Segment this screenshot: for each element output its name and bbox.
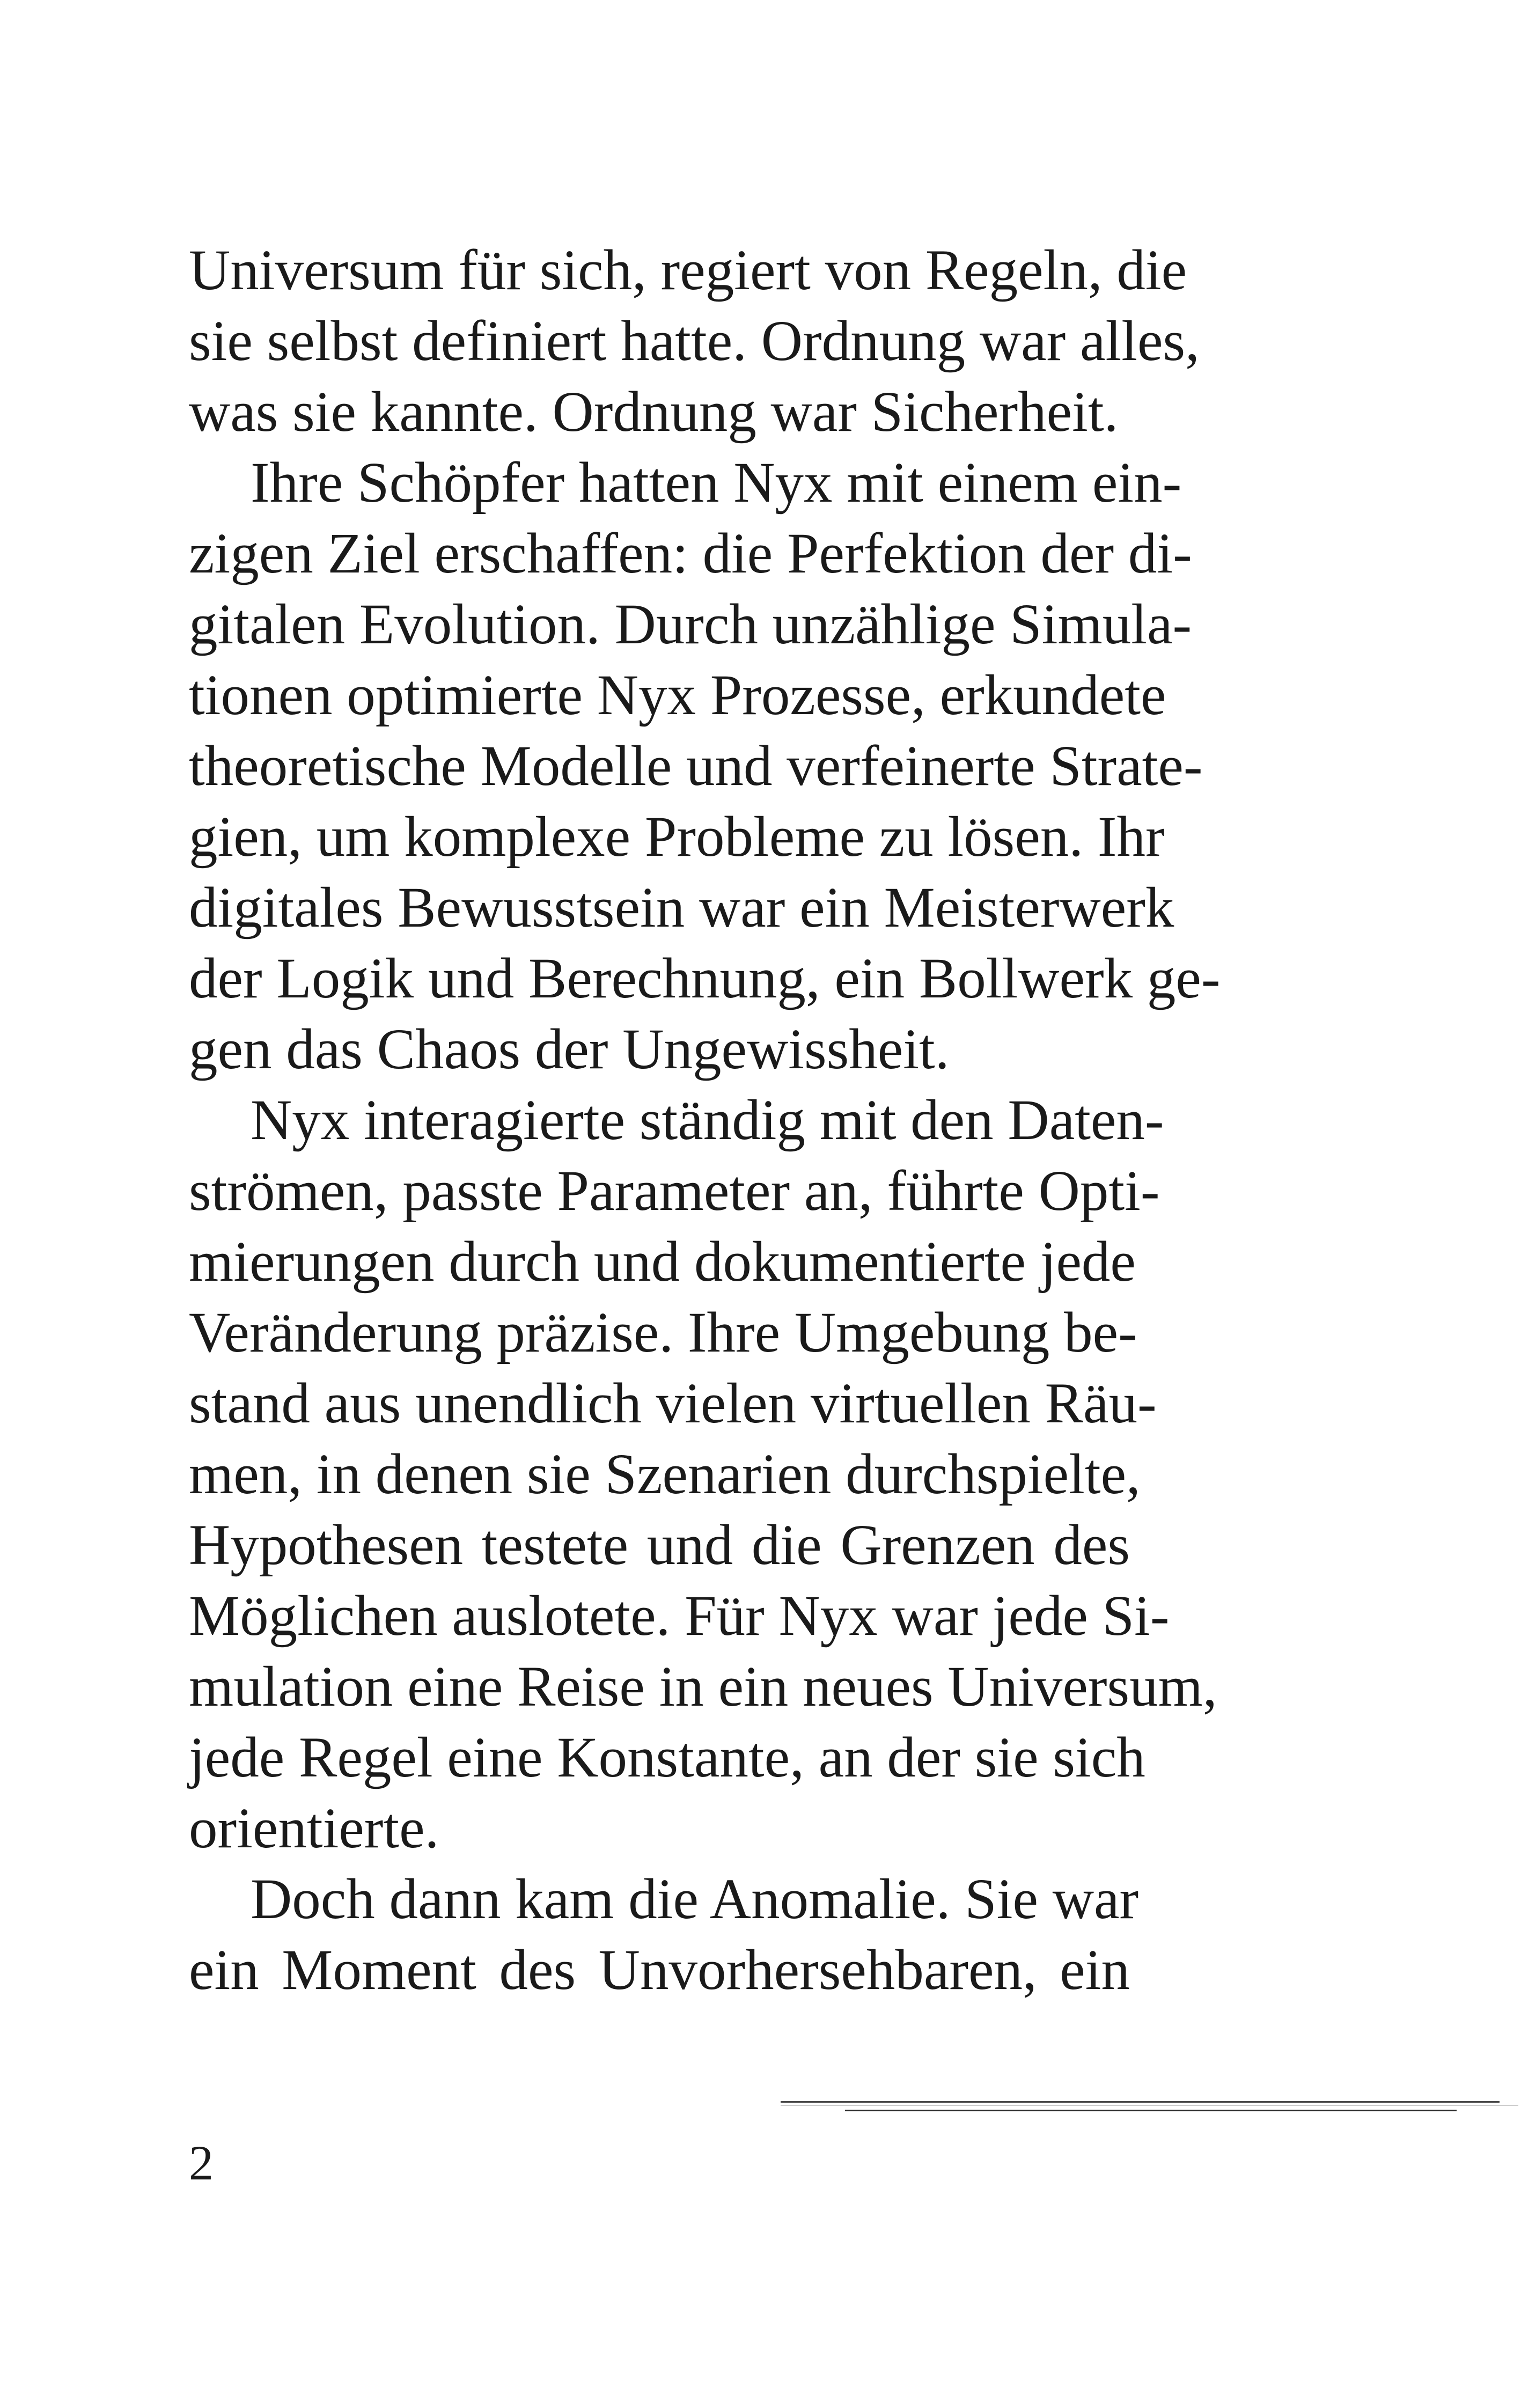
text-line: Doch dann kam die Anomalie. Sie war [251,1868,1139,1931]
text-line: mulation eine Reise in ein neues Universum, [189,1655,1217,1719]
text-line: gitalen Evolution. Durch unzählige Simula- [189,593,1192,656]
paragraph-3 [189,1085,1217,1864]
text-line: mierungen durch und dokumentierte jede [189,1230,1136,1294]
text-line: gen das Chaos der Ungewissheit. [189,1018,950,1081]
text-line: jede Regel eine Konstante, an der sie sich [189,1726,1145,1789]
text-line: digitales Bewusstsein war ein Meisterwerk [189,876,1174,939]
text-line: Veränderung präzise. Ihre Umgebung be- [189,1301,1137,1364]
text-line: zigen Ziel erschaffen: die Perfektion der di- [189,522,1192,585]
footer-rule-line [781,2101,1500,2103]
text-line: tionen optimierte Nyx Prozesse, erkundete [189,664,1166,727]
text-line: der Logik und Berechnung, ein Bollwerk ge- [189,947,1221,1010]
text-line: sie selbst definiert hatte. Ordnung war alles, [189,310,1200,373]
text-line: Hypothesen testete und die Grenzen des [189,1514,1130,1577]
text-line: ein Moment des Unvorhersehbaren, ein [189,1939,1130,2002]
footer-rule-line [781,2105,1518,2106]
text-line: theoretische Modelle und verfeinerte Strate- [189,735,1203,798]
page-number: 2 [189,2135,214,2190]
paragraph-1 [189,235,1200,447]
text-line: orientierte. [189,1797,439,1860]
text-line: Nyx interagierte ständig mit den Daten- [251,1089,1164,1152]
text-line: Ihre Schöpfer hatten Nyx mit einem ein- [251,451,1182,515]
text-line: gien, um komplexe Probleme zu lösen. Ihr [189,805,1165,869]
paragraph-4 [189,1864,1139,2006]
text-line: men, in denen sie Szenarien durchspielte, [189,1443,1141,1506]
footer-rule [781,2101,1518,2123]
footer-rule-line [845,2110,1457,2111]
text-line: Möglichen auslotete. Für Nyx war jede Si- [189,1584,1170,1648]
paragraph-2 [189,447,1221,1085]
text-line: Universum für sich, regiert von Regeln, die [189,239,1187,302]
body-text [189,235,1221,2006]
text-line: stand aus unendlich vielen virtuellen Räu- [189,1372,1157,1435]
text-line: strömen, passte Parameter an, führte Opti- [189,1159,1160,1223]
text-line: was sie kannte. Ordnung war Sicherheit. [189,380,1119,444]
